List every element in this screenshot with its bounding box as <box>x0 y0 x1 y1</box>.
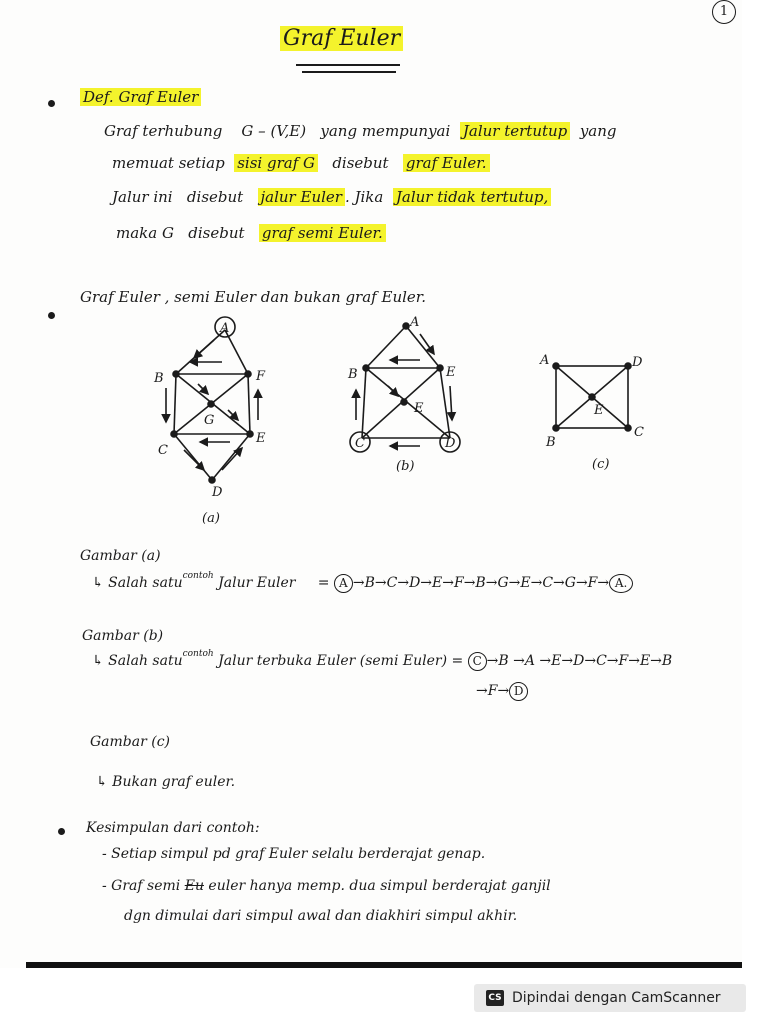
arrow-b-4 <box>450 386 452 420</box>
camscanner-text: Dipindai dengan CamScanner <box>512 990 721 1006</box>
edge-b-AB <box>366 326 406 368</box>
edge-a-FE <box>248 374 250 434</box>
label-a-E: E <box>256 431 266 446</box>
node-b-center <box>401 399 407 405</box>
gambar-b-path: ↳ Salah satu$^{contoh}$ Jalur terbuka Euler (semi Euler) = C →B →A →E→D→C→F→E→B <box>92 649 673 669</box>
camscanner-logo-icon: CS <box>486 990 504 1006</box>
label-b-A: A <box>410 315 420 330</box>
definition-line-4: maka G disebut graf semi Euler. <box>116 224 386 242</box>
gambar-a-heading: Gambar (a) <box>80 548 161 564</box>
caption-b: (b) <box>396 459 415 474</box>
label-a-F: F <box>256 369 266 384</box>
label-c-A: A <box>540 353 550 368</box>
node-c-E <box>589 394 595 400</box>
node-a-E <box>247 431 253 437</box>
page-bottom-edge <box>26 962 742 968</box>
gambar-b-end: D <box>509 682 528 701</box>
node-a-C <box>171 431 177 437</box>
conclusion-heading: Kesimpulan dari contoh: <box>86 820 260 836</box>
definition-line-2: memuat setiap sisi graf G disebut graf Euler. <box>112 154 490 172</box>
label-c-C: C <box>634 425 644 440</box>
label-a-B: B <box>154 371 164 386</box>
label-a-G: G <box>204 413 215 428</box>
label-b-E: E <box>446 365 456 380</box>
gambar-b-heading: Gambar (b) <box>82 628 164 644</box>
title-underline-2 <box>302 71 396 73</box>
title-underline-1 <box>296 64 400 66</box>
conclusion-item-2-cont: dgn dimulai dari simpul awal dan diakhiri simpul akhir. <box>124 908 518 924</box>
definition-heading: Def. Graf Euler <box>80 88 201 106</box>
gambar-b-start: C <box>468 652 487 671</box>
arrow-a-7 <box>222 448 242 470</box>
conclusion-item-1: - Setiap simpul pd graf Euler selalu berderajat genap. <box>102 846 486 862</box>
arrow-b-6 <box>388 386 398 396</box>
label-b-D: D <box>445 436 456 451</box>
caption-c: (c) <box>592 457 610 472</box>
node-c-C <box>625 425 631 431</box>
edge-b-BC <box>362 368 366 438</box>
node-a-G <box>208 401 214 407</box>
gambar-c-text: ↳ Bukan graf euler. <box>96 774 236 790</box>
label-b-E-inner: E <box>414 401 424 416</box>
conclusion-item-2: - Graf semi Eu euler hanya memp. dua simpul berderajat ganjil <box>102 878 551 894</box>
edge-b-BD <box>366 368 450 438</box>
label-c-D: D <box>632 355 643 370</box>
graph-c <box>553 363 631 431</box>
edge-b-AE <box>406 326 440 368</box>
gambar-b-path-cont: →F→ D <box>476 682 528 701</box>
node-b-B <box>363 365 369 371</box>
node-b-A <box>403 323 409 329</box>
label-b-C: C <box>355 436 365 451</box>
node-b-E <box>437 365 443 371</box>
graph-b <box>350 323 460 452</box>
node-c-D <box>625 363 631 369</box>
definition-line-1: Graf terhubung G – (V,E) yang mempunyai Jalur tertutup yang <box>104 122 617 140</box>
edge-a-CD <box>174 434 212 480</box>
bullet-conclusion <box>58 828 65 835</box>
label-a-A: A <box>220 321 230 336</box>
node-a-F <box>245 371 251 377</box>
label-c-B: B <box>546 435 556 450</box>
graph-figures <box>0 300 742 540</box>
page-number: 1 <box>712 0 736 24</box>
arrow-a-9 <box>228 410 238 420</box>
gambar-a-path: ↳ Salah satu$^{contoh}$ Jalur Euler = A →B→C→D→E→F→B→G→E→C→G→F→ A. <box>92 574 633 593</box>
caption-a: (a) <box>202 511 220 526</box>
label-a-C: C <box>158 443 168 458</box>
edge-a-BC <box>174 374 176 434</box>
camscanner-watermark <box>474 984 746 1012</box>
page-title: Graf Euler <box>280 26 403 51</box>
graph-a <box>166 317 258 483</box>
label-c-E: E <box>594 403 604 418</box>
node-c-A <box>553 363 559 369</box>
label-b-B: B <box>348 367 358 382</box>
bullet-definition <box>48 100 55 107</box>
node-a-B <box>173 371 179 377</box>
edge-a-ED <box>212 434 250 480</box>
gambar-a-start: A <box>334 574 353 593</box>
gambar-c-heading: Gambar (c) <box>90 734 171 750</box>
label-a-D: D <box>212 485 223 500</box>
examples-heading: Graf Euler , semi Euler dan bukan graf Euler. <box>80 288 427 306</box>
definition-line-3: Jalur ini disebut jalur Euler . Jika Jalur tidak tertutup, <box>112 188 551 206</box>
arrow-a-2 <box>194 340 214 358</box>
node-c-B <box>553 425 559 431</box>
gambar-a-end: A. <box>609 574 633 593</box>
node-a-D <box>209 477 215 483</box>
arrow-a-6 <box>184 450 204 470</box>
